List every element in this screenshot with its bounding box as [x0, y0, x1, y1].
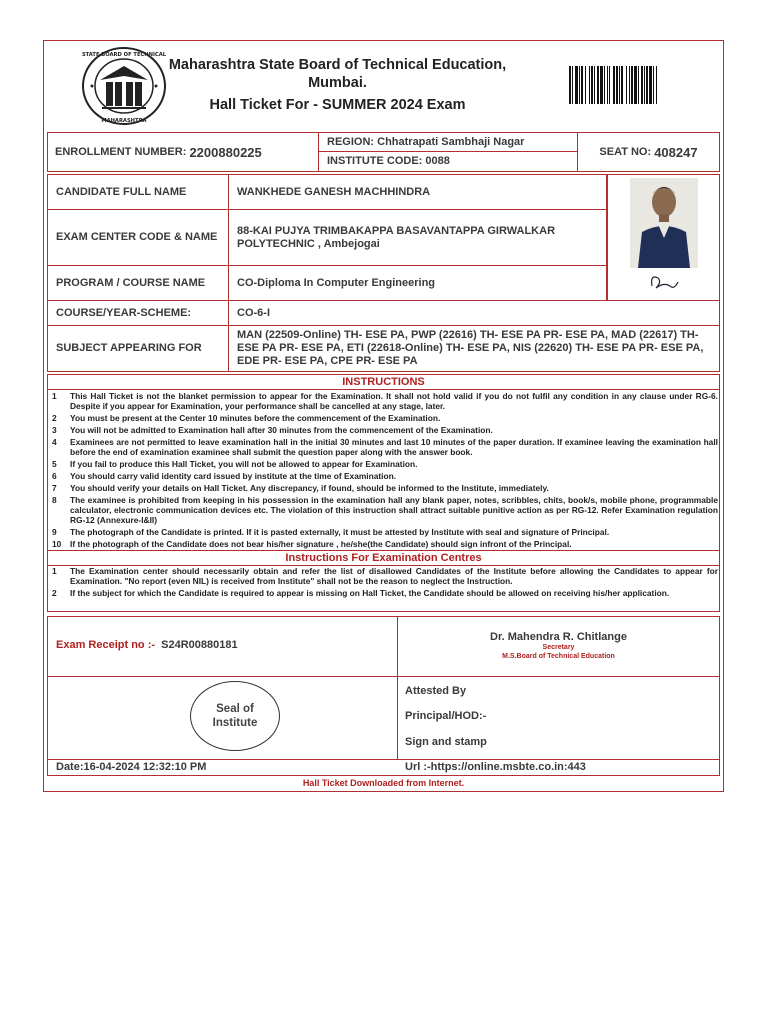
receipt-hdivider	[47, 676, 720, 677]
barcode-bar	[653, 66, 654, 104]
barcode-bar	[646, 66, 648, 104]
exam-center-value: 88-KAI PUJYA TRIMBAKAPPA BASAVANTAPPA GIRWALKAR POLYTECHNIC , Ambejogai	[228, 209, 607, 266]
course-year-value: CO-6-I	[228, 300, 720, 326]
seat-number: 408247	[654, 144, 698, 160]
barcode	[567, 66, 717, 104]
barcode-bar	[638, 66, 639, 104]
barcode-bar	[585, 66, 586, 104]
candidate-name-value: WANKHEDE GANESH MACHHINDRA	[228, 174, 607, 210]
barcode-bar	[613, 66, 615, 104]
region-cell	[318, 132, 578, 152]
print-date	[56, 761, 206, 773]
board-name-line2: Mumbai.	[308, 75, 367, 91]
secretary-role: Secretary	[542, 644, 575, 651]
barcode-bar	[626, 66, 627, 104]
centre-divider-top	[47, 550, 720, 551]
attested-by: Attested By	[405, 685, 467, 697]
barcode-bar	[597, 66, 599, 104]
date-label: Date:	[56, 761, 84, 773]
barcode-bar	[619, 66, 620, 104]
instruction-item-number: 5	[52, 459, 57, 469]
barcode-bar	[594, 66, 595, 104]
seal-line1: Seal of	[216, 703, 254, 715]
barcode-bar	[644, 66, 645, 104]
centre-instructions-title: Instructions For Examination Centres	[285, 552, 482, 564]
principal-hod: Principal/HOD:-	[405, 710, 487, 722]
footer-hdivider	[47, 759, 720, 760]
barcode-bar	[629, 66, 630, 104]
instruction-item-number: 4	[52, 437, 57, 447]
instruction-item-text: The photograph of the Candidate is printed. If it is pasted externally, it must be attested by Institute with seal and signature of Principal.	[70, 527, 610, 537]
barcode-bar	[591, 66, 593, 104]
barcode-bar	[607, 66, 608, 104]
barcode-bar	[600, 66, 603, 104]
centre-instruction-item-number: 1	[52, 566, 57, 576]
barcode-bar	[616, 66, 618, 104]
board-name-line1: Maharashtra State Board of Technical Education,	[168, 57, 507, 73]
secretary-name: Dr. Mahendra R. Chitlange	[490, 631, 627, 643]
instructions-title: INSTRUCTIONS	[342, 376, 425, 388]
svg-text:MAHARASHTRA: MAHARASHTRA	[101, 118, 147, 124]
barcode-bar	[609, 66, 610, 104]
enrollment-number: 2200880225	[189, 144, 262, 160]
instruction-item-text: If you fail to produce this Hall Ticket, you will not be allowed to appear for Examination.	[70, 459, 418, 469]
candidate-photo	[630, 178, 698, 298]
instruction-item-number: 7	[52, 483, 57, 493]
instruction-item-number: 6	[52, 471, 57, 481]
exam-receipt-number: S24R00880181	[161, 639, 238, 651]
institute-code-label: INSTITUTE CODE:	[327, 155, 423, 167]
centre-instruction-item-text: If the subject for which the Candidate is required to appear is missing on Hall Ticket, the Candidate should be allowed on receiving his/her application.	[70, 588, 670, 598]
enrollment-cell	[47, 132, 318, 172]
instruction-item-number: 2	[52, 413, 57, 423]
instruction-item-text: You should verify your details on Hall Ticket. Any discrepancy, if found, should be informed to the Institute, immediately.	[70, 483, 549, 493]
barcode-bar	[569, 66, 571, 104]
downloaded-note: Hall Ticket Downloaded from Internet.	[302, 778, 465, 788]
institute-code-cell	[318, 151, 578, 172]
barcode-bar	[589, 66, 590, 104]
secretary-org: M.S.Board of Technical Education	[502, 653, 615, 660]
portal-url	[405, 761, 586, 773]
instruction-item-number: 9	[52, 527, 57, 537]
instruction-item-number: 10	[52, 539, 62, 549]
instruction-item-number: 1	[52, 391, 57, 401]
course-year-label: COURSE/YEAR-SCHEME:	[47, 300, 229, 326]
instruction-item-text: This Hall Ticket is not the blanket permission to appear for the Examination. It shall not hold valid if you do not fulfil any condition in any clause under RG-6. Despite if you appear for Examination, your performance shall be cancelled at any stage, later.	[70, 391, 718, 411]
barcode-bar	[575, 66, 578, 104]
barcode-bar	[579, 66, 580, 104]
barcode-bar	[641, 66, 643, 104]
barcode-bar	[621, 66, 623, 104]
exam-center-label: EXAM CENTER CODE & NAME	[47, 209, 229, 266]
enrollment-label: ENROLLMENT NUMBER:	[55, 145, 187, 158]
seat-label: SEAT NO:	[599, 145, 652, 158]
region-label: REGION:	[327, 135, 375, 148]
instruction-item-text: You must be present at the Center 10 minutes before the commencement of the Examination.	[70, 413, 441, 423]
instruction-item-text: You should carry valid identity card issued by institute at the time of Examination.	[70, 471, 397, 481]
instruction-item-text: Examinees are not permitted to leave examination hall in the initial 30 minutes and last 10 minutes of the paper duration. If examinee leaving the examination hall before the end of examination examinee shall submit the question paper along with the answer book.	[70, 437, 718, 457]
program-value: CO-Diploma In Computer Engineering	[228, 265, 607, 301]
instructions-divider	[47, 389, 720, 390]
barcode-bar	[656, 66, 657, 104]
instruction-item-text: You will not be admitted to Examination hall after 30 minutes from the commencement of the Examination.	[70, 425, 493, 435]
hall-ticket-title: Hall Ticket For - SUMMER 2024 Exam	[209, 97, 466, 113]
instruction-item-number: 8	[52, 495, 57, 505]
seal-line2: Institute	[212, 717, 258, 729]
region-value: Chhatrapati Sambhaji Nagar	[377, 135, 525, 148]
sign-and-stamp: Sign and stamp	[405, 736, 487, 748]
barcode-bar	[572, 66, 573, 104]
centre-instruction-item-text: The Examination center should necessarily obtain and refer the list of disallowed Candidates of the Institute before allowing the Candidates to appear for Examination. "No report (even NIL) is received from Institute" shall not be the reason to neglect the Instruction.	[70, 566, 718, 586]
seat-cell	[577, 132, 720, 172]
photo-cell	[607, 174, 720, 301]
institute-code-value: 0088	[425, 155, 450, 167]
svg-text:STATE BOARD OF TECHNICAL: STATE BOARD OF TECHNICAL	[81, 52, 167, 58]
exam-receipt-label: Exam Receipt no :-	[56, 639, 156, 651]
date-value: 16-04-2024 12:32:10 PM	[83, 761, 207, 773]
instruction-item-text: If the photograph of the Candidate does not bear his/her signature , he/she(the Candidate) should sign infront of the Principal.	[70, 539, 572, 549]
url-value: https://online.msbte.co.in:443	[430, 761, 586, 773]
barcode-bar	[631, 66, 633, 104]
url-label: Url :-	[405, 761, 431, 773]
program-label: PROGRAM / COURSE NAME	[47, 265, 229, 301]
barcode-bar	[581, 66, 583, 104]
barcode-bar	[604, 66, 605, 104]
exam-receipt	[56, 639, 238, 651]
candidate-name-label: CANDIDATE FULL NAME	[47, 174, 229, 210]
subject-value: MAN (22509-Online) TH- ESE PA, PWP (22616) TH- ESE PA PR- ESE PA, MAD (22617) TH- ESE PA PR- ESE PA, ETI (22618-Online) TH- ESE PA, NIS (22620) TH- ESE PA PR- ESE PA, EDE PR- ESE PA, CPE PR- ESE PA	[228, 325, 720, 372]
subject-label: SUBJECT APPEARING FOR	[47, 325, 229, 372]
seal-label	[190, 702, 280, 730]
barcode-bar	[649, 66, 652, 104]
instruction-item-text: The examinee is prohibited from keeping in his possession in the examination hall any blank paper, notes, scribbles, chits, book/s, mobile phone, programmable calculator, electronic communication devices etc. The violation of this instruction shall attract suitable punitive action as per RG-12. Refer Examination regulation RG-12 (Annexure-I&II)	[70, 495, 718, 525]
barcode-bar	[634, 66, 637, 104]
centre-instruction-item-number: 2	[52, 588, 57, 598]
instruction-item-number: 3	[52, 425, 57, 435]
